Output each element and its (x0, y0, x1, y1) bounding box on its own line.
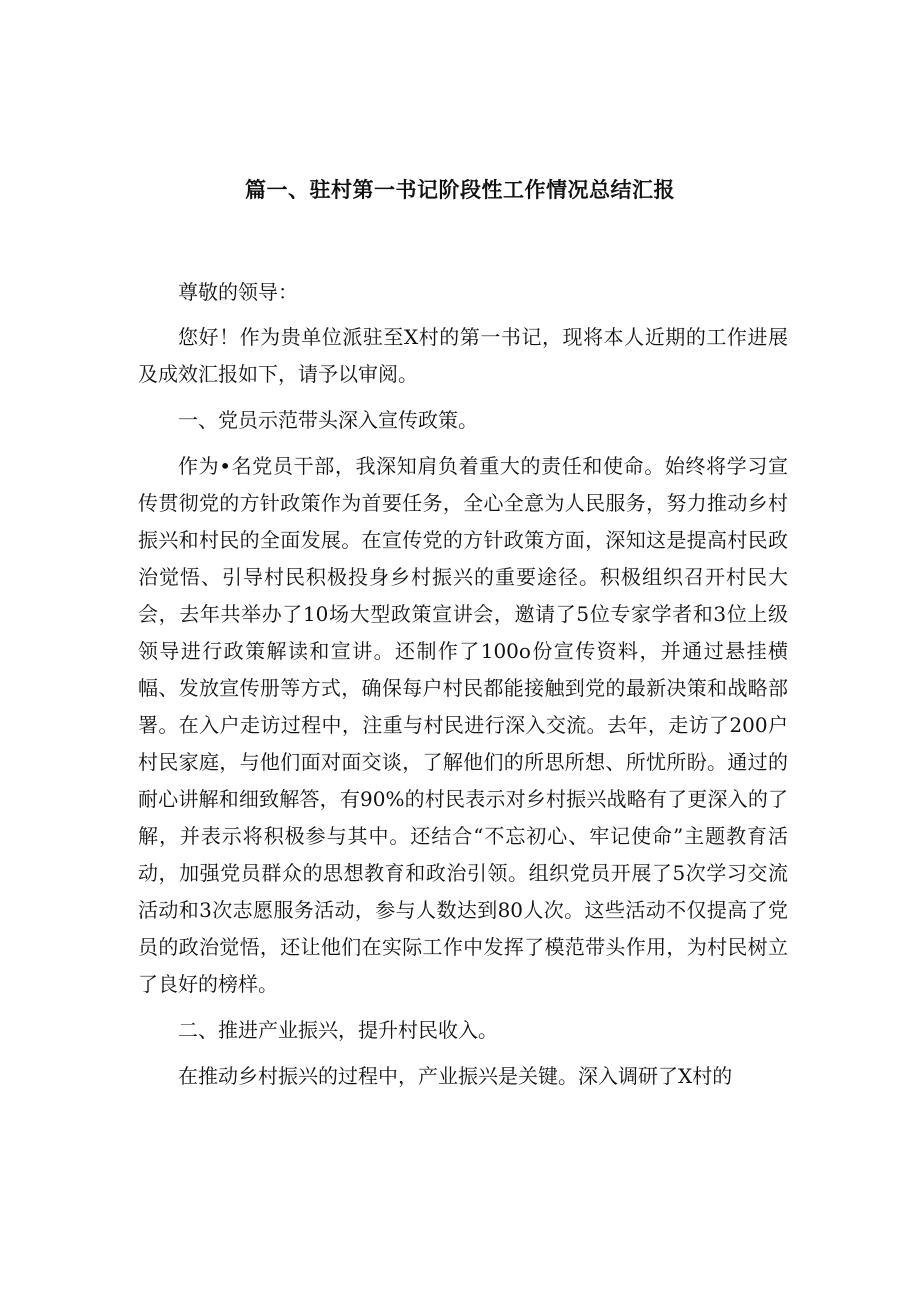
section-heading-1: 一、党员示范带头深入宣传政策。 (178, 408, 478, 432)
section-1-paragraph: 作为•名党员干部，我深知肩负着重大的责任和使命。始终将学习宣传贯彻党的方针政策作为首要任务，全心全意为人民服务，努力推动乡村振兴和村民的全面发展。在宣传党的方针政策方面，深知这是提高村民政治觉悟、引导村民积极投身乡村振兴的重要途径。积极组织召开村民大会，去年共举办了10场大型政策宣讲会，邀请了5位专家学者和3位上级领导进行政策解读和宣讲。还制作了100o份宣传资料，并通过悬挂横幅、发放宣传册等方式，确保每户村民都能接触到党的最新决策和战略部署。在入户走访过程中，注重与村民进行深入交流。去年，走访了200户村民家庭，与他们面对面交谈，了解他们的所思所想、所忧所盼。通过的耐心讲解和细致解答，有90%的村民表示对乡村振兴战略有了更深入的了解，并表示将积极参与其中。还结合“不忘初心、牢记使命”主题教育活动，加强党员群众的思想教育和政治引领。组织党员开展了5次学习交流活动和3次志愿服务活动，参与人数达到80人次。这些活动不仅提高了党员的政治觉悟，还让他们在实际工作中发挥了模范带头作用，为村民树立了良好的榜样。 (138, 454, 788, 996)
section-heading-2: 二、推进产业振兴，提升村民收入。 (178, 1018, 498, 1042)
section-2-paragraph: 在推动乡村振兴的过程中，产业振兴是关键。深入调研了X村的 (178, 1064, 733, 1088)
document-body (138, 274, 788, 1104)
salutation: 尊敬的领导： (178, 280, 298, 304)
greeting-paragraph: 您好！作为贵单位派驻至X村的第一书记，现将本人近期的工作进展及成效汇报如下，请予以审阅。 (138, 325, 788, 386)
document-title: 篇一、驻村第一书记阶段性工作情况总结汇报 (245, 177, 675, 202)
